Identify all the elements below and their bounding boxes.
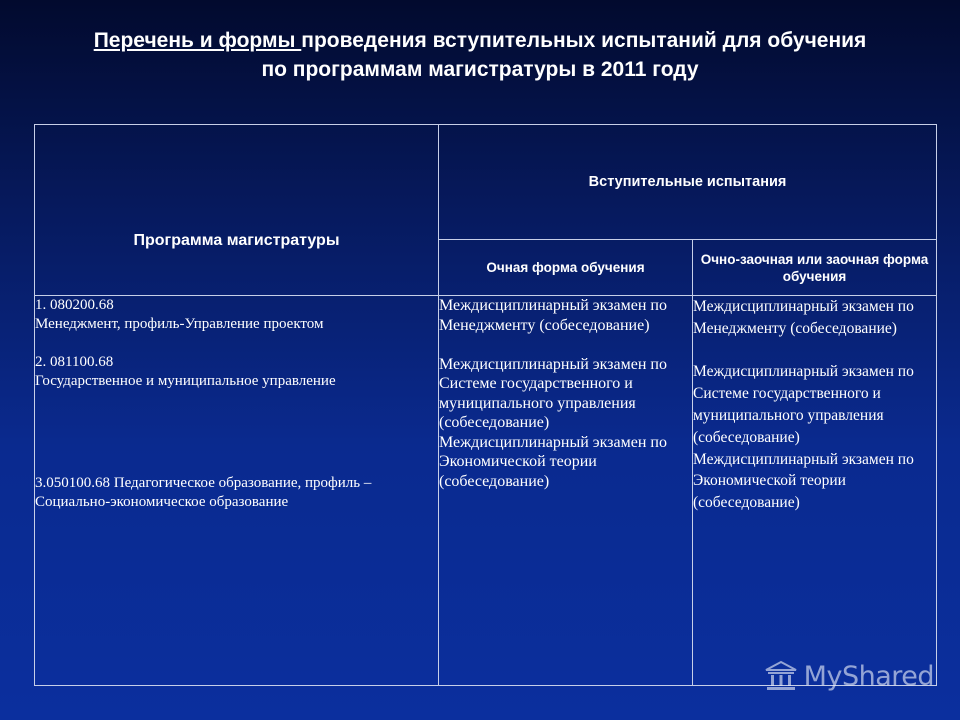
watermark-text: MyShared (803, 660, 934, 692)
program-1-code: 1. 080200.68 (35, 297, 114, 313)
header-part-time: Очно-заочная или заочная форма обучения (693, 240, 937, 296)
full-time-exam-3: Междисциплинарный экзамен по Экономической теории (собеседование) (439, 433, 667, 490)
program-3: 3.050100.68 Педагогическое образование, профиль –Социально-экономическое образование (35, 475, 372, 510)
title-line2: по программам магистратуры в 2011 году (261, 58, 699, 81)
watermark (764, 660, 934, 692)
entrance-tests-table (34, 124, 937, 686)
full-time-exam-2: Междисциплинарный экзамен по Системе государственного и муниципального управления (собеседование) (439, 355, 667, 431)
part-time-exam-2: Междисциплинарный экзамен по Системе государственного и муниципального управления (собеседование) (693, 363, 914, 446)
title-underlined-part: Перечень и формы (93, 29, 302, 52)
header-program: Программа магистратуры (35, 125, 439, 296)
full-time-exam-1: Междисциплинарный экзамен по Менеджменту (собеседование) (439, 297, 667, 334)
program-2-code: 2. 081100.68 (35, 354, 114, 370)
part-time-exam-1: Междисциплинарный экзамен по Менеджменту (собеседование) (693, 298, 914, 337)
header-entrance-tests: Вступительные испытания (439, 125, 937, 240)
part-time-exam-3: Междисциплинарный экзамен по Экономической теории (собеседование) (693, 450, 914, 512)
title-line1-rest: проведения вступительных испытаний для обучения (301, 29, 867, 52)
full-time-exams-cell (439, 296, 693, 686)
program-2-name: Государственное и муниципальное управление (35, 373, 336, 389)
program-1-name: Менеджмент, профиль-Управление проектом (35, 316, 324, 332)
page-title (20, 26, 940, 84)
building-icon (764, 660, 798, 692)
programs-cell (35, 296, 439, 686)
part-time-exams-cell (693, 296, 937, 686)
header-full-time: Очная форма обучения (439, 240, 693, 296)
